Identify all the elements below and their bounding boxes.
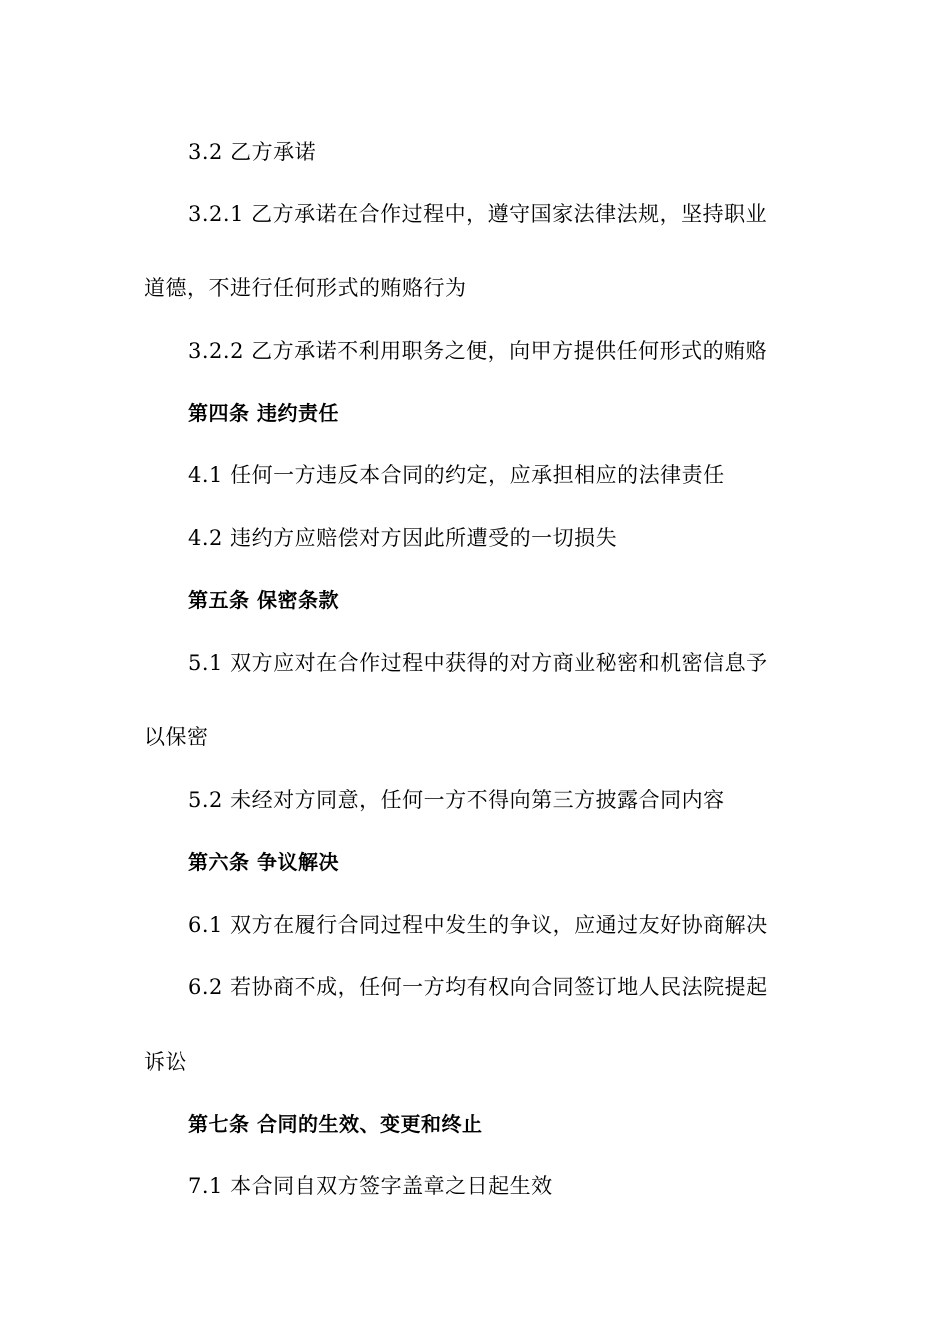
clause-5-1-line-1: 5.1 双方应对在合作过程中获得的对方商业秘密和机密信息予 bbox=[188, 651, 768, 675]
clause-5-2: 5.2 未经对方同意，任何一方不得向第三方披露合同内容 bbox=[188, 788, 725, 812]
clause-6-2-line-2: 诉讼 bbox=[144, 1050, 187, 1074]
clause-3-2-1-line-1: 3.2.1 乙方承诺在合作过程中，遵守国家法律法规，坚持职业 bbox=[188, 202, 768, 226]
clause-3-2-1-line-2: 道德，不进行任何形式的贿赂行为 bbox=[144, 276, 467, 300]
clause-3-2-title: 3.2 乙方承诺 bbox=[188, 140, 317, 164]
article-4-heading: 第四条 违约责任 bbox=[188, 401, 339, 425]
clause-6-2-line-1: 6.2 若协商不成，任何一方均有权向合同签订地人民法院提起 bbox=[188, 975, 768, 999]
article-5-heading: 第五条 保密条款 bbox=[188, 588, 339, 612]
clause-4-2: 4.2 违约方应赔偿对方因此所遭受的一切损失 bbox=[188, 526, 618, 550]
article-7-heading: 第七条 合同的生效、变更和终止 bbox=[188, 1112, 483, 1136]
clause-4-1: 4.1 任何一方违反本合同的约定，应承担相应的法律责任 bbox=[188, 463, 725, 487]
clause-3-2-2: 3.2.2 乙方承诺不利用职务之便，向甲方提供任何形式的贿赂 bbox=[188, 339, 768, 363]
clause-7-1: 7.1 本合同自双方签字盖章之日起生效 bbox=[188, 1174, 553, 1198]
clause-6-1: 6.1 双方在履行合同过程中发生的争议，应通过友好协商解决 bbox=[188, 913, 768, 937]
clause-5-1-line-2: 以保密 bbox=[144, 725, 209, 749]
article-6-heading: 第六条 争议解决 bbox=[188, 850, 339, 874]
